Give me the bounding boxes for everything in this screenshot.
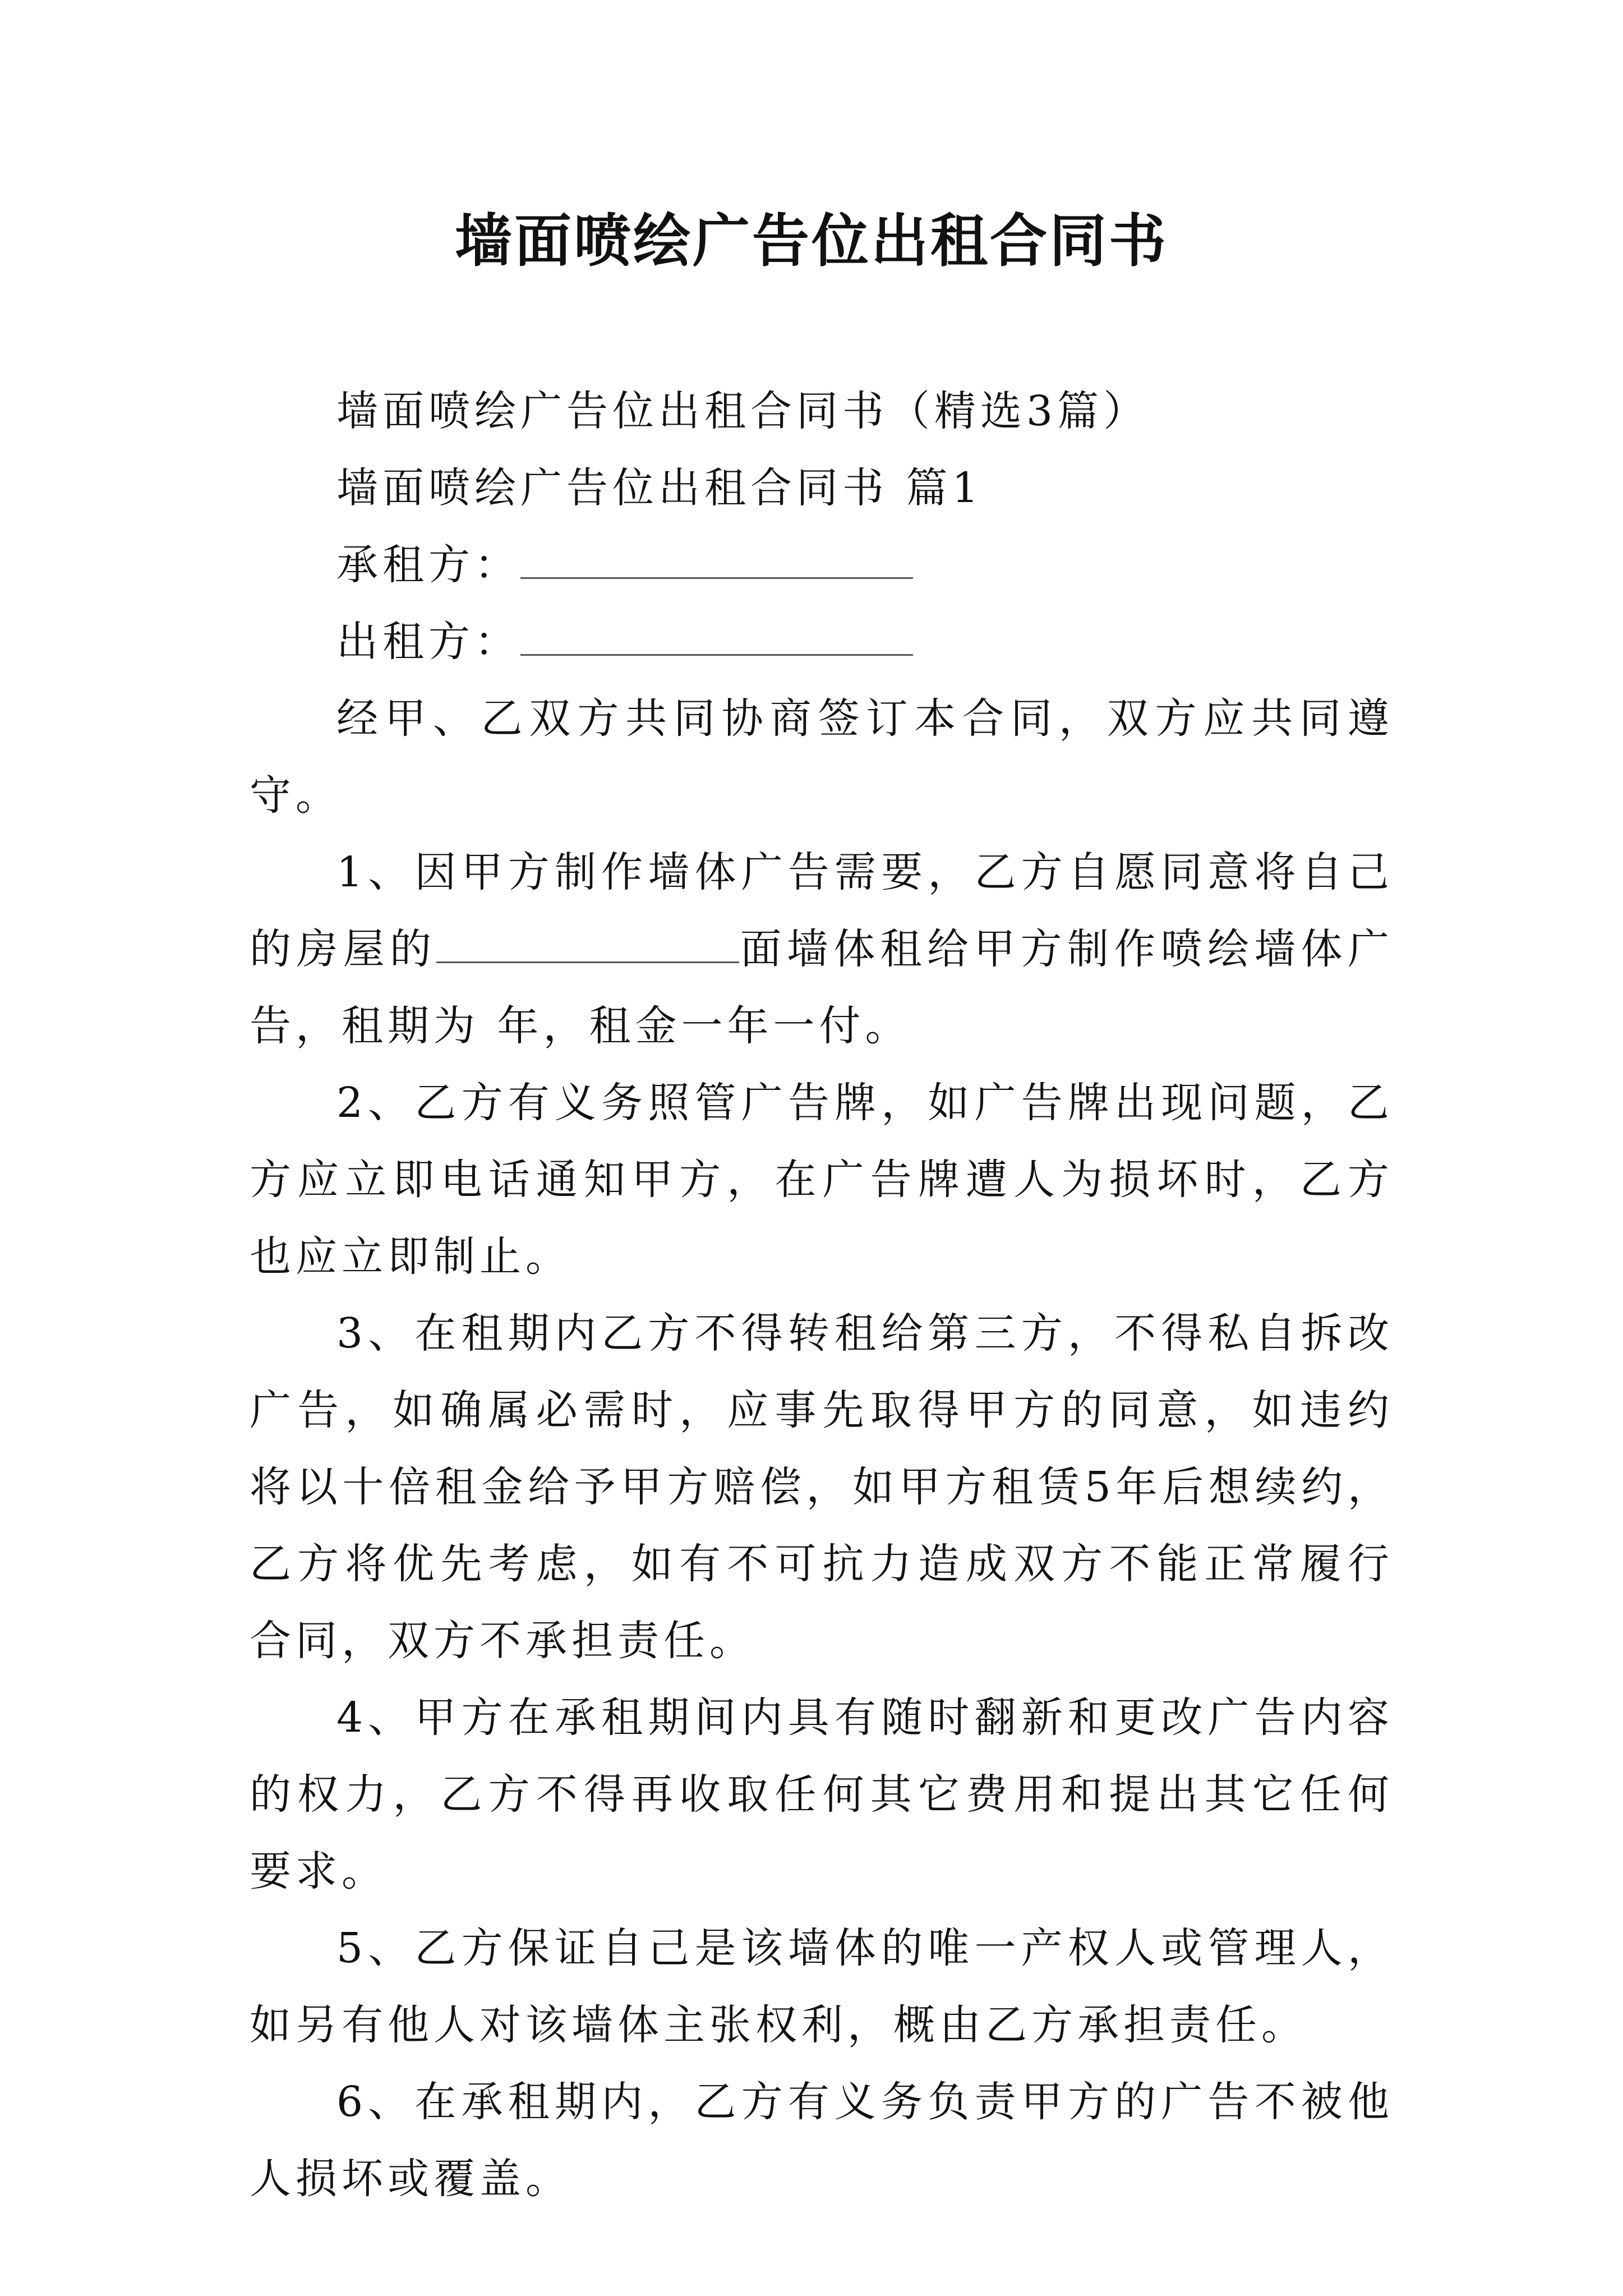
lessee-line [250,527,1394,604]
lessor-line [250,604,1394,680]
clause-1-paragraph [250,834,1394,1065]
clause-2-paragraph: 2、乙方有义务照管广告牌，如广告牌出现问题，乙方应立即电话通知甲方，在广告牌遭人为损坏时，乙方也应立即制止。 [250,1079,1394,1281]
clause-4-paragraph: 4、甲方在承租期间内具有随时翻新和更改广告内容的权力，乙方不得再收取任何其它费用和提出其它任何要求。 [250,1694,1394,1895]
preamble-paragraph: 经甲、乙双方共同协商签订本合同，双方应共同遵守。 [250,694,1394,820]
clause-6-paragraph: 6、在承租期内，乙方有义务负责甲方的广告不被他人损坏或覆盖。 [250,2078,1394,2203]
clause-1-part-a: 1、因甲方制作墙体广告需要，乙方自愿同意将自己的房屋的 [250,848,1394,973]
document-body [250,373,1394,2217]
lessor-blank [520,618,913,656]
lessee-blank [520,541,913,579]
lessee-label: 承租方： [336,541,520,589]
clause-3-paragraph: 3、在租期内乙方不得转租给第三方，不得私自拆改广告，如确属必需时，应事先取得甲方的同意，如违约将以十倍租金给予甲方赔偿，如甲方租赁5年后想续约，乙方将优先考虑，如有不可抗力造成双方不能正常履行合同，双方不承担责任。 [250,1309,1394,1665]
document-title: 墙面喷绘广告位出租合同书 [455,208,1168,275]
clause-5-paragraph: 5、乙方保证自己是该墙体的唯一产权人或管理人，如另有他人对该墙体主张权利，概由乙方承担责任。 [250,1924,1394,2049]
section-heading: 墙面喷绘广告位出租合同书 篇1 [336,464,983,512]
clause-1-part-b: 面墙体租给甲方制作喷绘墙体广告，租期为 年，租金一年一付。 [250,925,1394,1050]
document-subtitle: 墙面喷绘广告位出租合同书（精选3篇） [336,387,1150,435]
wall-blank [436,926,739,963]
lessor-label: 出租方： [336,618,520,666]
